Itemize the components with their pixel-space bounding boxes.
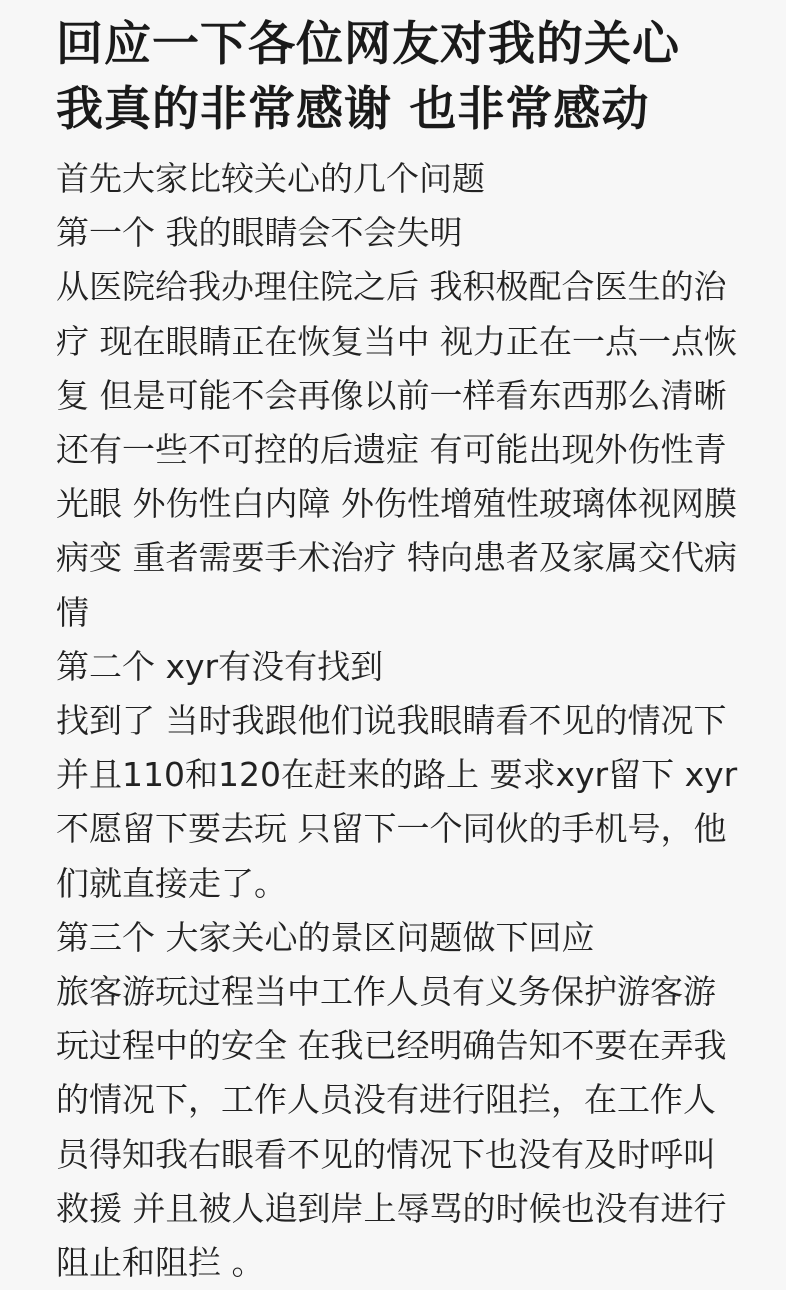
body-line: 玩过程中的安全 在我已经明确告知不要在弄我 xyxy=(56,1026,727,1066)
body-line: 情 xyxy=(56,592,89,632)
body-line: 员得知我右眼看不见的情况下也没有及时呼叫 xyxy=(56,1134,716,1174)
body-line: 阻止和阻拦 。 xyxy=(56,1243,265,1283)
body-line: 第一个 我的眼睛会不会失明 xyxy=(56,213,463,253)
body-line: 还有一些不可控的后遗症 有可能出现外伤性青 xyxy=(56,430,727,470)
body-line: 找到了 当时我跟他们说我眼睛看不见的情况下 xyxy=(56,701,727,741)
body-line: 首先大家比较关心的几个问题 xyxy=(56,159,485,198)
body-line: 不愿留下要去玩 只留下一个同伙的手机号，他 xyxy=(56,809,727,849)
body-line: 病变 重者需要手术治疗 特向患者及家属交代病 xyxy=(56,538,737,578)
post-title xyxy=(56,12,760,142)
body-line: 第二个 xyr有没有找到 xyxy=(56,646,384,686)
title-line: 回应一下各位网友对我的关心 xyxy=(56,17,680,72)
body-line: 光眼 外伤性白内障 外伤性增殖性玻璃体视网膜 xyxy=(56,484,737,524)
body-line: 复 但是可能不会再像以前一样看东西那么清晰 xyxy=(56,375,727,415)
title-line: 我真的非常感谢 也非常感动 xyxy=(56,82,650,137)
body-line: 第三个 大家关心的景区问题做下回应 xyxy=(56,917,595,957)
body-line: 旅客游玩过程当中工作人员有义务保护游客游 xyxy=(56,972,716,1012)
post-body xyxy=(56,152,760,1290)
body-line: 从医院给我办理住院之后 我积极配合医生的治 xyxy=(56,267,727,307)
body-line: 的情况下，工作人员没有进行阻拦，在工作人 xyxy=(56,1080,716,1120)
body-line: 救援 并且被人追到岸上辱骂的时候也没有进行 xyxy=(56,1188,727,1228)
body-line: 疗 现在眼睛正在恢复当中 视力正在一点一点恢 xyxy=(56,321,737,361)
body-line: 并且110和120在赶来的路上 要求xyr留下 xyr xyxy=(56,755,738,795)
body-line: 们就直接走了。 xyxy=(56,863,287,903)
